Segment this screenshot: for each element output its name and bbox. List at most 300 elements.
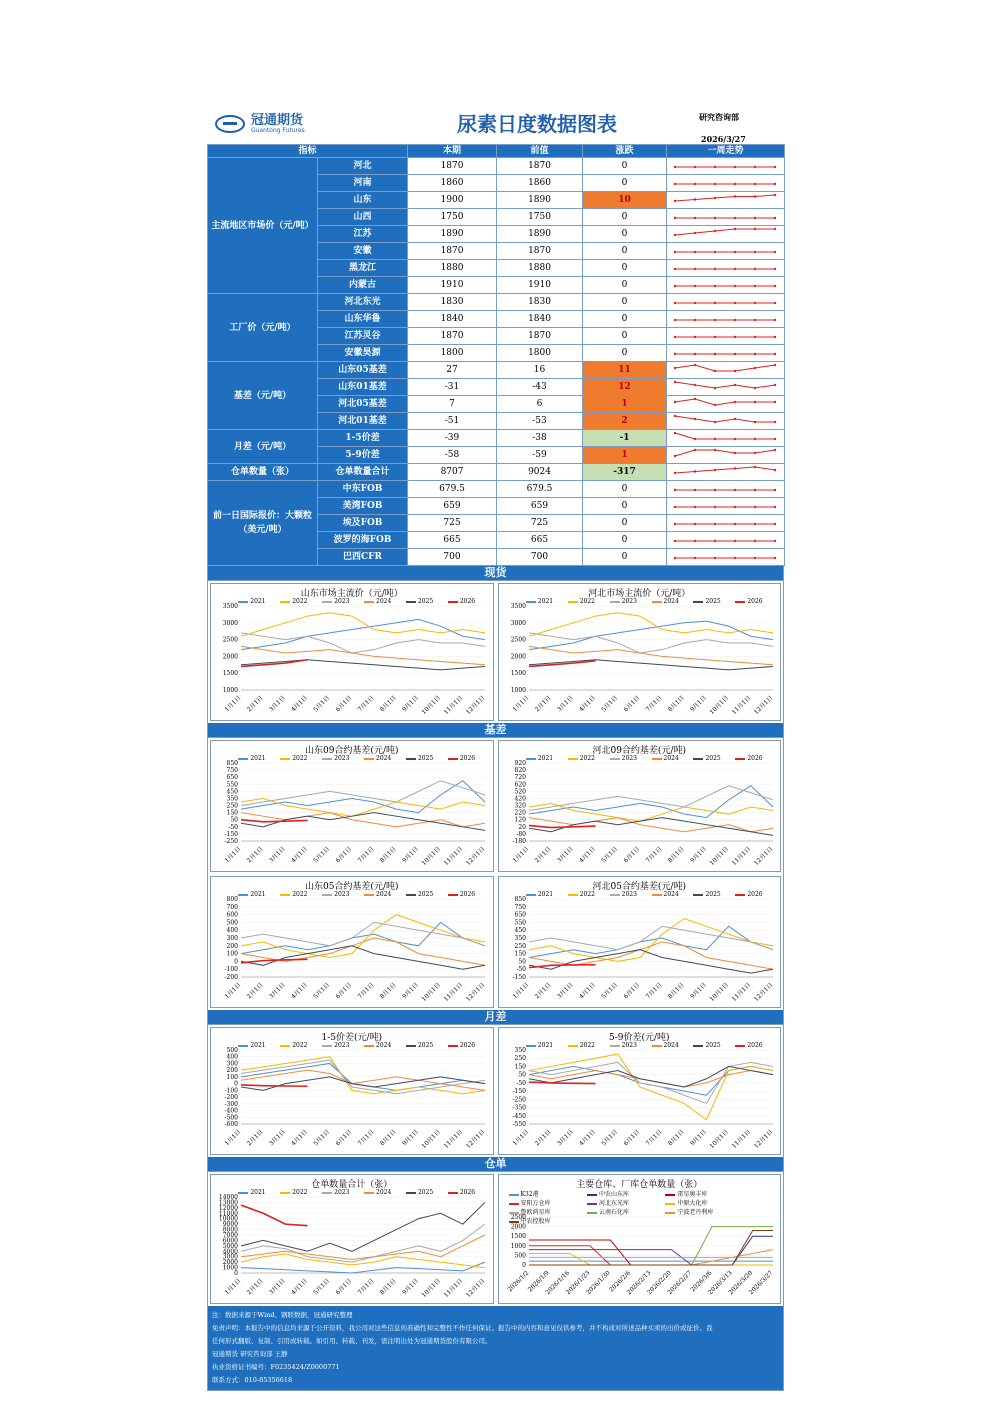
chart-title: 主要仓库、厂库仓单数量（张）: [576, 1180, 703, 1190]
week-trend-sparkline: [667, 396, 785, 413]
logo-en: Guantong Futures: [251, 127, 305, 134]
col-change: 涨跌: [583, 145, 667, 158]
legend-label: 2021: [250, 1189, 266, 1196]
current-value: 679.5: [408, 481, 497, 498]
x-tick-label: 1月1日: [511, 845, 530, 865]
change-value: 12: [583, 379, 667, 396]
x-tick-label: 8月1日: [378, 845, 398, 865]
x-tick-label: 2月1日: [533, 1128, 553, 1148]
x-tick-label: 3月1日: [267, 1277, 287, 1297]
x-tick-label: 4月1日: [290, 1277, 309, 1297]
sparkline-point: [714, 268, 716, 270]
legend-item: [568, 755, 595, 762]
y-tick-label: 1000: [510, 1242, 526, 1250]
x-tick-label: 11月1日: [730, 694, 752, 716]
legend-label: 云南石化库: [598, 1209, 629, 1216]
legend-item: [238, 1042, 265, 1049]
series-line: [241, 798, 485, 816]
y-tick-label: 220: [514, 809, 526, 817]
chart-legend: [519, 891, 771, 898]
x-tick-label: 3月1日: [267, 981, 287, 1001]
y-tick-label: 1500: [510, 1233, 526, 1241]
x-tick-label: 11月1日: [442, 981, 465, 1003]
x-tick-label: 10月1日: [420, 981, 443, 1003]
y-tick-label: 2500: [222, 636, 238, 644]
legend-swatch: [509, 1203, 519, 1205]
change-value: 0: [583, 345, 667, 362]
y-tick-label: -50: [228, 823, 238, 831]
y-tick-label: 3000: [222, 1253, 238, 1261]
row-name: 5-9价差: [318, 447, 408, 464]
week-trend-sparkline: [667, 243, 785, 260]
chart-title: 河北05合约基差(元/吨): [592, 882, 686, 892]
x-tick-label: 2026/1/16: [543, 1269, 571, 1297]
legend-swatch: [735, 758, 745, 760]
legend-label: 2022: [579, 755, 595, 762]
change-value: 0: [583, 532, 667, 549]
x-tick-label: 2026/2/13: [625, 1269, 652, 1297]
legend-label: 2024: [663, 598, 679, 605]
x-tick-label: 12月1日: [464, 1277, 487, 1299]
x-tick-label: 1月1日: [223, 845, 243, 865]
sparkline-point: [694, 285, 696, 287]
series-line: [241, 1224, 485, 1262]
license-number: 执业资格证书编号：F0235424/Z0000771: [212, 1363, 340, 1371]
legend-item: [652, 1042, 679, 1049]
current-value: 700: [408, 549, 497, 566]
y-tick-label: 150: [514, 1063, 526, 1071]
legend-label: 2023: [621, 1042, 637, 1049]
x-tick-label: 3月1日: [555, 981, 575, 1001]
x-tick-label: 6月1日: [334, 845, 354, 865]
change-value: 0: [583, 209, 667, 226]
y-tick-label: -400: [224, 1107, 238, 1115]
x-tick-label: 2月1日: [245, 1277, 265, 1297]
chart-legend: [519, 1042, 771, 1049]
sparkline-point: [774, 228, 776, 230]
x-tick-label: 12月1日: [464, 1128, 487, 1150]
legend-swatch: [280, 1045, 290, 1047]
sparkline-point: [694, 540, 696, 542]
section-receipt: 仓单: [207, 1157, 784, 1172]
y-tick-label: 8000: [222, 1226, 238, 1234]
y-tick-label: -500: [224, 1114, 238, 1122]
x-tick-label: 3月1日: [555, 1128, 575, 1148]
legend-item: [509, 1207, 587, 1216]
sparkline-point: [734, 557, 736, 559]
x-tick-label: 7月1日: [356, 1277, 376, 1297]
row-name: 山东01基差: [318, 379, 408, 396]
sparkline-point: [734, 467, 736, 469]
x-tick-label: 12月1日: [464, 694, 487, 716]
y-tick-label: -50: [515, 966, 526, 974]
x-tick-label: 7月1日: [356, 694, 376, 714]
legend-swatch: [526, 601, 536, 603]
disclaimer-line1: 免责声明：本报告中的信息均来源于公开资料，我公司对这些信息的准确性和完整性不作任何保证。报告中的内容和意见仅供参考，并不构成对所述品种买卖的出价或征价。我: [212, 1324, 713, 1332]
sparkline-point: [674, 557, 676, 559]
current-value: 1880: [408, 260, 497, 277]
y-tick-label: 300: [226, 935, 238, 942]
x-tick-label: 5月1日: [599, 845, 619, 865]
legend-swatch: [587, 1212, 597, 1214]
x-tick-label: 2月1日: [533, 694, 553, 714]
sparkline-point: [674, 506, 676, 508]
change-value: 2: [583, 413, 667, 430]
x-tick-label: 6月1日: [334, 694, 354, 714]
y-tick-label: 1000: [222, 1264, 238, 1272]
y-tick-label: 350: [226, 795, 238, 803]
legend-label: 2021: [250, 755, 266, 762]
row-name: 波罗的海FOB: [318, 532, 408, 549]
series-line: [529, 786, 773, 811]
row-name: 河北01基差: [318, 413, 408, 430]
legend-swatch: [238, 1045, 248, 1047]
legend-swatch: [568, 758, 578, 760]
x-tick-label: 8月1日: [666, 694, 686, 714]
sparkline-point: [754, 353, 756, 355]
row-name: 河北05基差: [318, 396, 408, 413]
change-value: 0: [583, 328, 667, 345]
legend-item: [610, 891, 637, 898]
legend-swatch: [406, 894, 416, 896]
col-current: 本期: [408, 145, 497, 158]
previous-value: 700: [497, 549, 583, 566]
sparkline-point: [774, 353, 776, 355]
y-tick-label: 150: [514, 950, 526, 958]
legend-item: [526, 755, 553, 762]
sparkline-point: [774, 523, 776, 525]
legend-label: 2026: [459, 1042, 476, 1049]
sparkline-point: [754, 523, 756, 525]
y-tick-label: 400: [226, 927, 238, 935]
legend-label: 2023: [621, 598, 637, 605]
y-tick-label: 10000: [218, 1215, 238, 1223]
previous-value: 1840: [497, 311, 583, 328]
section-spot: 现货: [207, 566, 784, 581]
series-line: [529, 613, 773, 637]
previous-value: 1870: [497, 158, 583, 175]
y-tick-label: 450: [226, 788, 238, 796]
y-tick-label: 5000: [222, 1242, 238, 1250]
x-tick-label: 2026/3/13: [706, 1269, 734, 1297]
y-tick-label: 350: [514, 1047, 526, 1054]
sparkline-point: [734, 268, 736, 270]
legend-item: [693, 1042, 720, 1049]
previous-value: 1870: [497, 328, 583, 345]
table-row: [208, 362, 785, 379]
y-tick-label: 200: [226, 942, 238, 950]
sparkline-point: [694, 183, 696, 185]
sparkline-point: [674, 540, 676, 542]
y-tick-label: -600: [224, 1121, 238, 1128]
sparkline-point: [774, 469, 776, 471]
legend-item: [693, 891, 720, 898]
logo-icon: [215, 115, 245, 133]
x-tick-label: 1月1日: [223, 1277, 243, 1297]
y-tick-label: 250: [514, 1055, 526, 1063]
previous-value: 1890: [497, 226, 583, 243]
chart-legend: [509, 1189, 771, 1225]
sparkline-point: [714, 438, 716, 440]
legend-item: [448, 1042, 475, 1049]
y-tick-label: 3000: [510, 619, 526, 627]
legend-label: 2022: [292, 891, 308, 898]
y-tick-label: -150: [224, 830, 238, 838]
sparkline-point: [674, 432, 676, 434]
legend-swatch: [238, 894, 248, 896]
sparkline-point: [674, 401, 676, 403]
legend-label: 2025: [705, 598, 721, 605]
report-footer: [207, 1306, 784, 1391]
legend-label: 中农控股库: [520, 1218, 551, 1225]
sparkline-point: [694, 438, 696, 440]
series-line: [529, 965, 596, 968]
department-label: 研究咨询部: [699, 112, 739, 122]
legend-label: 2022: [579, 598, 595, 605]
x-tick-label: 10月1日: [708, 694, 730, 716]
legend-swatch: [693, 601, 703, 603]
company-logo: [215, 114, 325, 134]
legend-swatch: [280, 601, 290, 603]
disclaimer-line2: 任何形式翻版、复制、引用或转载。如引用、转载、刊发，需注明出处为冠通期货股份有限公司。: [212, 1337, 492, 1345]
sparkline-point: [674, 415, 676, 417]
legend-item: [364, 755, 391, 762]
sparkline-point: [694, 319, 696, 321]
series-line: [529, 633, 773, 653]
sparkline-point: [754, 438, 756, 440]
chart-hebei-price: [498, 583, 782, 721]
legend-item: [448, 755, 475, 762]
sparkline-point: [734, 540, 736, 542]
contact-info: 联系方式：010-85356618: [212, 1376, 293, 1384]
sparkline-point: [694, 166, 696, 168]
legend-item: [322, 598, 349, 605]
current-value: 1890: [408, 226, 497, 243]
x-tick-label: 3月1日: [555, 845, 575, 865]
legend-swatch: [693, 758, 703, 760]
legend-item: [280, 598, 307, 605]
chart-title: 山东市场主流价（元/吨）: [300, 589, 403, 599]
page-title: 尿素日度数据图表: [457, 112, 617, 136]
x-tick-label: 2026/1/2: [505, 1269, 530, 1294]
legend-label: K32港: [520, 1191, 539, 1198]
current-value: 659: [408, 498, 497, 515]
sparkline-point: [714, 523, 716, 525]
y-tick-label: -250: [224, 838, 238, 845]
logo-cn: 冠通期货: [251, 113, 304, 128]
sparkline-point: [754, 166, 756, 168]
x-tick-label: 9月1日: [401, 845, 420, 865]
sparkline-point: [734, 285, 736, 287]
x-tick-label: 2026/1/23: [564, 1269, 591, 1297]
change-value: 10: [583, 192, 667, 209]
sparkline-point: [714, 557, 716, 559]
chart-1-5-spread: [210, 1027, 494, 1155]
x-tick-label: 7月1日: [644, 845, 664, 865]
sparkline-point: [774, 401, 776, 403]
x-tick-label: 7月1日: [356, 1128, 376, 1148]
sparkline-point: [754, 367, 756, 369]
sparkline-point: [714, 506, 716, 508]
basis-charts-09: [207, 738, 784, 874]
legend-item: [665, 1207, 743, 1216]
y-tick-label: 800: [226, 896, 238, 903]
x-tick-label: 9月1日: [688, 981, 708, 1001]
y-tick-label: 350: [514, 935, 526, 942]
week-trend-sparkline: [667, 277, 785, 294]
sparkline-point: [694, 336, 696, 338]
x-tick-label: 11月1日: [442, 845, 465, 867]
x-tick-label: 3月1日: [555, 694, 575, 714]
sparkline-point: [674, 200, 676, 202]
legend-label: 2024: [376, 755, 392, 762]
x-tick-label: 8月1日: [378, 1128, 398, 1148]
x-tick-label: 4月1日: [290, 694, 309, 714]
legend-swatch: [238, 1192, 248, 1194]
y-tick-label: -100: [224, 966, 238, 974]
x-tick-label: 4月1日: [577, 1128, 597, 1148]
y-tick-label: 9000: [222, 1221, 238, 1229]
legend-item: [735, 891, 762, 898]
current-value: 1870: [408, 243, 497, 260]
legend-label: 2024: [663, 891, 679, 898]
legend-label: 2023: [334, 1189, 350, 1196]
sparkline-point: [674, 367, 676, 369]
sparkline-point: [694, 198, 696, 200]
y-tick-label: 1500: [510, 670, 526, 678]
row-name: 山东: [318, 192, 408, 209]
sparkline-point: [774, 449, 776, 451]
legend-label: 2023: [621, 891, 637, 898]
legend-item: [322, 1042, 349, 1049]
sparkline-point: [694, 232, 696, 234]
x-tick-label: 8月1日: [378, 1277, 398, 1297]
series-line: [241, 660, 308, 667]
y-tick-label: 750: [226, 767, 238, 775]
legend-swatch: [568, 1045, 578, 1047]
sparkline-point: [694, 470, 696, 472]
current-value: 1910: [408, 277, 497, 294]
chart-title: 山东09合约基差(元/吨): [304, 746, 399, 756]
legend-label: 鲁欧鸿星库: [520, 1209, 551, 1216]
legend-label: 雷星奥丰库: [677, 1191, 708, 1198]
sparkline-point: [714, 387, 716, 389]
sparkline-point: [734, 251, 736, 253]
sparkline-point: [714, 319, 716, 321]
x-tick-label: 7月1日: [356, 981, 376, 1001]
previous-value: 16: [497, 362, 583, 379]
sparkline-point: [714, 421, 716, 423]
y-tick-label: 50: [517, 958, 526, 966]
series-line: [241, 1205, 308, 1226]
x-tick-label: 8月1日: [378, 694, 398, 714]
previous-value: 1750: [497, 209, 583, 226]
x-tick-label: 5月1日: [312, 981, 332, 1001]
series-line: [241, 1085, 308, 1086]
legend-swatch: [665, 1212, 675, 1214]
current-value: 1800: [408, 345, 497, 362]
legend-swatch: [280, 894, 290, 896]
legend-label: 2024: [376, 1042, 392, 1049]
y-tick-label: 250: [514, 942, 526, 950]
sparkline-point: [694, 302, 696, 304]
x-tick-label: 1月1日: [223, 1128, 243, 1148]
legend-label: 2026: [747, 598, 763, 605]
legend-item: [568, 1042, 595, 1049]
y-tick-label: 11000: [218, 1210, 238, 1218]
y-tick-label: 2500: [510, 636, 526, 644]
sparkline-point: [714, 197, 716, 199]
sparkline-point: [774, 336, 776, 338]
sparkline-point: [694, 506, 696, 508]
spot-charts: [207, 581, 784, 723]
week-trend-sparkline: [667, 226, 785, 243]
change-value: 0: [583, 549, 667, 566]
chart-receipt-total: [210, 1174, 494, 1304]
sparkline-point: [774, 217, 776, 219]
y-tick-label: 250: [226, 802, 238, 810]
legend-label: 2021: [537, 755, 554, 762]
chart-hebei-09-basis: [498, 740, 782, 872]
legend-item: [587, 1207, 665, 1216]
legend-item: [406, 598, 433, 605]
y-tick-label: 3500: [510, 603, 526, 610]
week-trend-sparkline: [667, 192, 785, 209]
legend-label: 2025: [417, 755, 434, 762]
sparkline-point: [774, 285, 776, 287]
y-tick-label: 550: [226, 781, 238, 789]
sparkline-point: [694, 523, 696, 525]
table-row: [208, 294, 785, 311]
x-tick-label: 6月1日: [621, 845, 641, 865]
y-tick-label: 200: [226, 1067, 238, 1075]
chart-legend: [231, 1042, 483, 1049]
row-name: 1-5价差: [318, 430, 408, 447]
legend-item: [652, 755, 679, 762]
legend-label: 2024: [376, 598, 392, 605]
group-label: 月差（元/吨）: [208, 430, 318, 464]
change-value: 0: [583, 481, 667, 498]
sparkline-point: [694, 489, 696, 491]
series-line: [529, 803, 773, 821]
chart-legend: [231, 1189, 483, 1196]
x-tick-label: 8月1日: [666, 981, 686, 1001]
x-tick-label: 2月1日: [245, 845, 265, 865]
sparkline-point: [754, 183, 756, 185]
legend-label: 中原大化库: [677, 1200, 708, 1207]
legend-item: [568, 891, 595, 898]
x-tick-label: 10月1日: [708, 845, 730, 867]
previous-value: -53: [497, 413, 583, 430]
chart-legend: [519, 755, 771, 762]
previous-value: 665: [497, 532, 583, 549]
legend-swatch: [610, 601, 620, 603]
x-tick-label: 2026/3/27: [747, 1269, 774, 1297]
legend-item: [735, 755, 762, 762]
y-tick-label: -150: [512, 974, 526, 981]
x-tick-label: 4月1日: [577, 694, 597, 714]
x-tick-label: 7月1日: [644, 981, 664, 1001]
basis-charts-05: [207, 874, 784, 1010]
sparkline-point: [774, 251, 776, 253]
y-tick-label: 2000: [222, 1259, 238, 1267]
week-trend-sparkline: [667, 464, 785, 481]
current-value: 1750: [408, 209, 497, 226]
sparkline-point: [734, 384, 736, 386]
change-value: -1: [583, 430, 667, 447]
legend-swatch: [406, 758, 416, 760]
y-tick-label: 0: [521, 1262, 526, 1269]
